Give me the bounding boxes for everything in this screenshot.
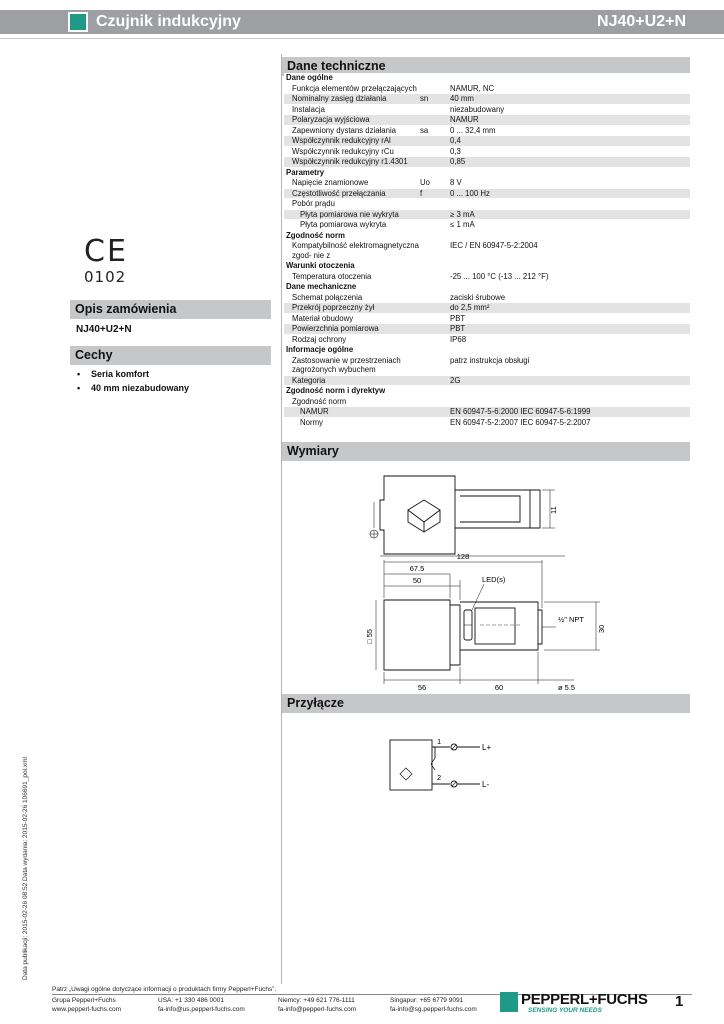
- tech-symbol: Uo: [420, 178, 430, 187]
- tech-group-label: Informacje ogólne: [286, 345, 354, 354]
- feature-item: • 40 mm niezabudowany: [77, 381, 189, 395]
- tech-value: 0,85: [450, 157, 466, 166]
- feature-item: • Seria komfort: [77, 367, 189, 381]
- tech-value: patrz instrukcja obsługi: [450, 355, 530, 365]
- dim-50: 50: [412, 576, 422, 585]
- tech-group-heading: [284, 261, 690, 272]
- page-title: Czujnik indukcyjny: [96, 13, 241, 30]
- tech-label: Funkcja elementów przełączających: [292, 83, 417, 93]
- tech-row: [284, 115, 690, 126]
- tech-row: [284, 94, 690, 105]
- tech-symbol: [420, 272, 450, 282]
- tech-label: Zastosowanie w przestrzeniach zagrożonych wybuchem: [292, 355, 401, 374]
- model-number: NJ40+U2+N: [597, 13, 686, 30]
- tech-symbol: [420, 136, 450, 146]
- tech-value: ≤ 1 mA: [450, 220, 475, 229]
- tech-symbol: [420, 356, 450, 375]
- tech-row: [284, 136, 690, 147]
- connection-heading: Przyłącze: [282, 694, 690, 713]
- tech-symbol: [420, 115, 450, 125]
- tech-row: [284, 407, 690, 418]
- tech-row: [284, 335, 690, 346]
- tech-group-label: Warunki otoczenia: [286, 261, 355, 270]
- tech-row: [284, 210, 690, 221]
- brand-logo: PEPPERL+FUCHS: [521, 991, 648, 1008]
- tech-value: NAMUR, NC: [450, 83, 495, 93]
- footer-contact-link[interactable]: fa-info@us.pepperl-fuchs.com: [158, 1005, 245, 1013]
- tech-label: Polaryzacja wyjściowa: [292, 115, 370, 124]
- tech-value: 0,3: [450, 146, 461, 156]
- tech-value: do 2,5 mm²: [450, 303, 490, 312]
- top-view-drawing: [360, 540, 610, 690]
- tech-row: [284, 272, 690, 283]
- order-heading: Opis zamówienia: [70, 300, 271, 319]
- dim-5-5: ø 5.5: [558, 683, 576, 690]
- tech-label: Płyta pomiarowa nie wykryta: [300, 209, 399, 219]
- tech-label: Nominalny zasięg działania: [292, 94, 387, 103]
- dim-11: 11: [549, 506, 558, 514]
- header-logo-square: [68, 12, 88, 32]
- dim-67-5: 67.5: [409, 564, 425, 573]
- tech-value: niezabudowany: [450, 104, 505, 114]
- tech-value: EN 60947-5-6:2000 IEC 60947-5-6:1999: [450, 407, 591, 416]
- tech-value: zaciski śrubowe: [450, 292, 506, 302]
- features-list: [77, 367, 189, 395]
- tech-value: EN 60947-5-2:2007 IEC 60947-5-2:2007: [450, 417, 591, 427]
- footer-contact-line: Grupa Pepperl+Fuchs: [52, 997, 116, 1004]
- tech-group-heading: [284, 386, 690, 397]
- tech-row: [284, 303, 690, 314]
- dimensions-heading: Wymiary: [282, 442, 690, 461]
- tech-group-label: Dane mechaniczne: [286, 282, 357, 291]
- dim-30: 30: [597, 624, 606, 633]
- tech-row: [284, 157, 690, 168]
- tech-value: PBT: [450, 324, 466, 333]
- tech-row: [284, 199, 690, 210]
- tech-label: Współczynnik redukcyjny rAl: [292, 136, 391, 145]
- tech-symbol: [420, 418, 450, 428]
- tech-symbol: f: [420, 188, 423, 198]
- tech-symbol: [420, 147, 450, 157]
- footer-contact-line: USA: +1 330 486 0001: [158, 997, 224, 1004]
- tech-label: Materiał obudowy: [292, 313, 354, 323]
- order-value: NJ40+U2+N: [76, 324, 132, 335]
- tech-label: Częstotliwość przełączania: [292, 188, 386, 198]
- tech-row: [284, 241, 690, 261]
- tech-value: 0 ... 32,4 mm: [450, 125, 496, 135]
- tech-symbol: [420, 293, 450, 303]
- tech-group-label: Parametry: [286, 167, 325, 177]
- footer-contact: [52, 997, 121, 1014]
- tech-group-heading: [284, 345, 690, 356]
- page-number: 1: [675, 993, 684, 1010]
- tech-label: Powierzchnia pomiarowa: [292, 324, 379, 333]
- tech-symbol: [420, 314, 450, 324]
- npt-label: ½" NPT: [558, 615, 585, 624]
- tech-symbol: [420, 105, 450, 115]
- tech-value: 8 V: [450, 178, 462, 187]
- tech-label: Płyta pomiarowa wykryta: [300, 220, 387, 229]
- tech-value: 0,4: [450, 136, 461, 145]
- tech-row: [284, 126, 690, 137]
- tech-symbol: [420, 335, 450, 345]
- tech-symbol: [420, 324, 450, 334]
- tech-value: PBT: [450, 313, 466, 323]
- tech-group-heading: [284, 282, 690, 293]
- tech-row: [284, 220, 690, 231]
- tech-value: IEC / EN 60947-5-2:2004: [450, 241, 538, 250]
- tech-symbol: [420, 407, 450, 417]
- pin-1-label: 1: [437, 737, 442, 746]
- tech-group-heading: [284, 231, 690, 242]
- tech-label: Kategoria: [292, 375, 326, 385]
- dim-55: □ 55: [365, 629, 374, 644]
- tech-symbol: [420, 303, 450, 313]
- dim-56: 56: [417, 683, 427, 690]
- l-minus-label: L-: [482, 780, 490, 789]
- dim-60: 60: [494, 683, 504, 690]
- tech-label: Napięcie znamionowe: [292, 178, 369, 187]
- tech-value: 2G: [450, 375, 461, 385]
- tech-symbol: [420, 397, 450, 407]
- tech-symbol: [420, 376, 450, 386]
- tech-row: [284, 105, 690, 116]
- tech-row: [284, 418, 690, 429]
- footer-contact-link[interactable]: fa-info@sg.pepperl-fuchs.com: [390, 1005, 477, 1013]
- footer-contact-link[interactable]: www.pepperl-fuchs.com: [52, 1005, 121, 1013]
- l-plus-label: L+: [482, 743, 492, 752]
- tech-label: Przekrój poprzeczny żył: [292, 303, 375, 312]
- header-divider: [0, 38, 724, 39]
- tech-label: Pobór prądu: [292, 199, 335, 208]
- tech-row: [284, 314, 690, 325]
- brand-logo-icon: [500, 992, 518, 1012]
- tech-row: [284, 178, 690, 189]
- tech-symbol: [420, 157, 450, 167]
- tech-label: Kompatybilność elektromagnetyczna zgod- nie z: [292, 241, 419, 260]
- ce-mark: [84, 236, 164, 290]
- led-label: LED(s): [482, 575, 506, 584]
- tech-value: [450, 397, 690, 407]
- tech-symbol: [420, 199, 450, 209]
- footer-contact: [158, 997, 245, 1014]
- tech-heading: Dane techniczne: [282, 57, 690, 76]
- tech-label: Zgodność norm: [292, 396, 347, 406]
- footer-contact: [390, 997, 477, 1014]
- tech-row: [284, 324, 690, 335]
- tech-group-heading: [284, 73, 690, 84]
- tech-label: Schemat połączenia: [292, 292, 363, 302]
- tech-row: [284, 293, 690, 304]
- footer-contact-link[interactable]: fa-info@pepperl-fuchs.com: [278, 1005, 357, 1013]
- tech-value: 40 mm: [450, 94, 474, 103]
- tech-value: [450, 199, 690, 209]
- tech-table: [284, 73, 690, 428]
- footer-contact-line: Niemcy: +49 621 776-1111: [278, 997, 355, 1004]
- tech-label: Współczynnik redukcyjny r1.4301: [292, 157, 408, 166]
- tech-label: Rodzaj ochrony: [292, 334, 347, 344]
- tech-symbol: sa: [420, 125, 429, 135]
- tech-label: NAMUR: [300, 407, 329, 416]
- connection-diagram: [380, 730, 520, 800]
- footer-contact-line: Singapur: +65 6779 9091: [390, 997, 464, 1004]
- tech-symbol: [420, 210, 450, 220]
- tech-row: [284, 189, 690, 200]
- tech-group-label: Dane ogólne: [286, 73, 333, 82]
- tech-row: [284, 147, 690, 158]
- tech-label: Zapewniony dystans działania: [292, 125, 397, 135]
- column-divider: [281, 54, 282, 984]
- tech-value: ≥ 3 mA: [450, 209, 475, 219]
- tech-row: [284, 356, 690, 376]
- tech-value: NAMUR: [450, 115, 479, 124]
- ce-logo: CE: [84, 234, 128, 269]
- pin-2-label: 2: [437, 773, 442, 782]
- tech-symbol: [420, 241, 450, 260]
- publication-meta: Data publikacji: 2015-02-26 08:52 Data wydania: 2015-02-26 106691_pol.xml: [22, 757, 29, 980]
- page-header: [0, 10, 724, 34]
- tech-value: 0 ... 100 Hz: [450, 188, 490, 198]
- footer-note: Patrz „Uwagi ogólne dotyczące informacji o produktach firmy Pepperl+Fuchs”.: [52, 986, 277, 993]
- tech-label: Instalacja: [292, 104, 325, 114]
- tech-row: [284, 84, 690, 95]
- tech-group-label: Zgodność norm i dyrektyw: [286, 386, 386, 395]
- tech-label: Temperatura otoczenia: [292, 271, 372, 281]
- tech-symbol: [420, 84, 450, 94]
- tech-row: [284, 376, 690, 387]
- features-heading: Cechy: [70, 346, 271, 365]
- brand-tagline: SENSING YOUR NEEDS: [528, 1007, 602, 1014]
- tech-group-heading: [284, 168, 690, 179]
- tech-group-label: Zgodność norm: [286, 230, 345, 240]
- tech-value: -25 ... 100 °C (-13 ... 212 °F): [450, 271, 549, 281]
- tech-symbol: sn: [420, 94, 429, 103]
- tech-value: IP68: [450, 334, 467, 344]
- dim-128: 128: [456, 552, 470, 561]
- tech-label: Normy: [300, 417, 323, 427]
- footer-contact: [278, 997, 356, 1014]
- tech-label: Współczynnik redukcyjny rCu: [292, 146, 394, 156]
- tech-row: [284, 397, 690, 408]
- tech-symbol: [420, 220, 450, 230]
- ce-notified-body: 0102: [84, 268, 127, 286]
